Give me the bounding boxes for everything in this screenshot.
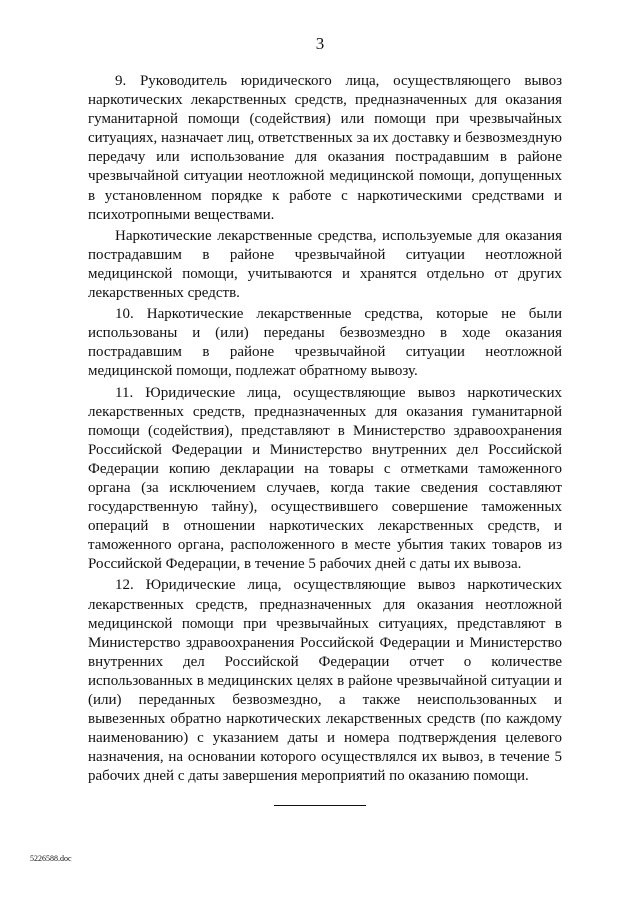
footer-filename: 5226588.doc — [30, 854, 72, 863]
paragraph-9-continuation: Наркотические лекарственные средства, используемые для оказания пострадавшим в районе чрезвычайной ситуации неотложной медицинской помощи, учитываются и хранятся отдельно от других лекарственных средств. — [88, 227, 562, 302]
paragraph-12: 12. Юридические лица, осуществляющие вывоз наркотических лекарственных средств, предназначенных для оказания неотложной медицинской помощи при чрезвычайных ситуациях, представляют в Министерство здравоохранения Российской Федерации и Министерство внутренних дел Российской Федерации отчет о количестве использованных в медицинских целях в районе чрезвычайной ситуации и (или) переданных безвозмездно, а также неиспользованных и вывезенных обратно наркотических лекарственных средств (по каждому наименованию) с указанием даты и номера подтверждения целевого назначения, на основании которого осуществлялся их вывоз, в течение 5 рабочих дней с даты завершения мероприятий по оказанию помощи. — [88, 577, 562, 785]
paragraph-10: 10. Наркотические лекарственные средства, которые не были использованы и (или) переданы безвозмездно в ходе оказания пострадавшим в районе чрезвычайной ситуации неотложной медицинской помощи, подлежат обратному вывозу. — [88, 306, 562, 380]
paragraph-9: 9. Руководитель юридического лица, осуществляющего вывоз наркотических лекарственных средств, предназначенных для оказания гуманитарной помощи (содействия) или помощи при чрезвычайных ситуациях, назначает лиц, ответственных за их доставку и безвозмездную передачу или использование для оказания пострадавшим в районе чрезвычайной ситуации неотложной медицинской помощи, допущенных в установленном порядке к работе с наркотическими средствами и психотропными веществами. — [88, 73, 562, 223]
document-body — [88, 72, 562, 788]
paragraph-11: 11. Юридические лица, осуществляющие вывоз наркотических лекарственных средств, предназначенных для оказания гуманитарной помощи (содействия), представляют в Министерство здравоохранения Российской Федерации и Министерство внутренних дел Российской Федерации копию декларации на товары с отметками таможенного органа (за исключением случаев, когда такие сведения составляют государственную тайну), осуществившего совершение таможенных операций в отношении наркотических лекарственных средств, и таможенного органа, расположенного в месте убытия таких товаров из Российской Федерации, в течение 5 рабочих дней с даты их вывоза. — [88, 384, 562, 573]
page-number: 3 — [315, 34, 325, 53]
end-separator-line — [274, 805, 366, 806]
